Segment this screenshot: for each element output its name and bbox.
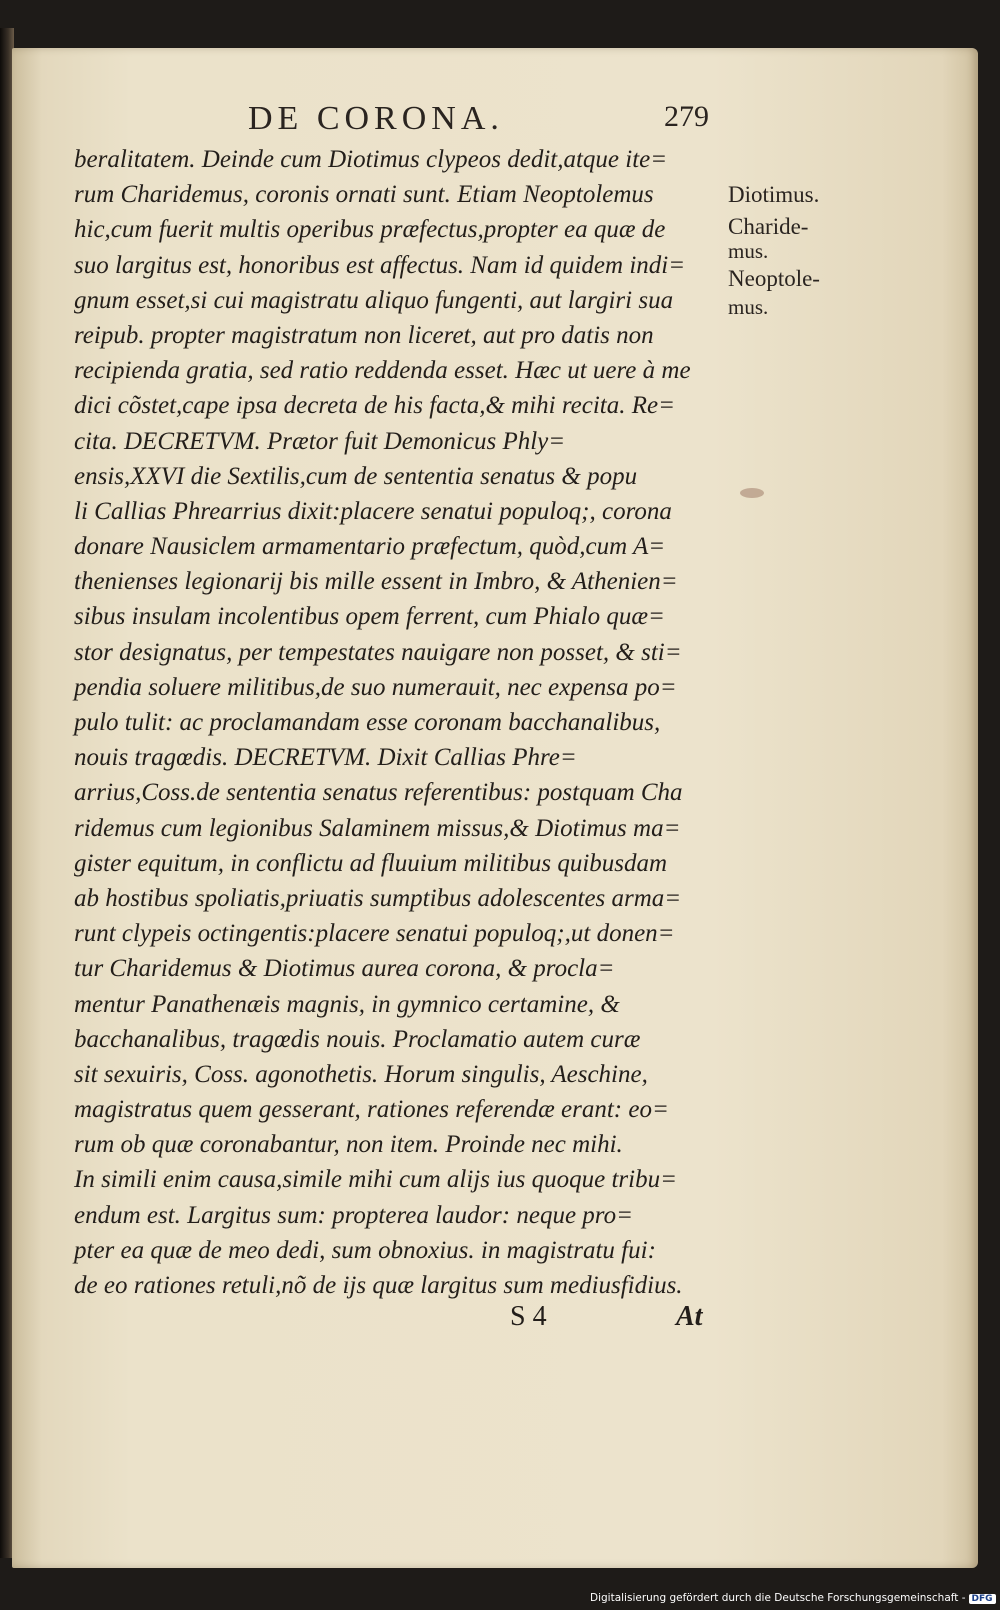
text-line: hic,cum fuerit multis operibus præfectus,propter ea quæ de xyxy=(74,216,666,244)
text-line: magistratus quem gesserant, rationes referendæ erant: eo= xyxy=(74,1096,669,1124)
text-line: cita. DECRETVM. Prætor fuit Demonicus Phly= xyxy=(74,427,566,455)
signature-mark: S 4 xyxy=(510,1301,547,1332)
text-line: suo largitus est, honoribus est affectus. Nam id quidem indi= xyxy=(74,251,686,279)
text-line: ridemus cum legionibus Salaminem missus,& Diotimus ma= xyxy=(74,814,681,842)
text-line: sibus insulam incolentibus opem ferrent, cum Phialo quæ= xyxy=(74,603,665,631)
ink-smear xyxy=(740,488,764,498)
margin-note-charidemus-1: Charide- xyxy=(728,214,809,239)
text-line: In simili enim causa,simile mihi cum alijs ius quoque tribu= xyxy=(74,1166,677,1194)
text-line: gister equitum, in conflictu ad fluuium militibus quibusdam xyxy=(74,849,668,877)
text-line: mentur Panathenæis magnis, in gymnico certamine, & xyxy=(74,990,620,1018)
text-line: bacchanalibus, tragœdis nouis. Proclamatio autem curæ xyxy=(74,1025,641,1053)
text-line: nouis tragœdis. DECRETVM. Dixit Callias Phre= xyxy=(74,744,577,772)
text-line: ab hostibus spoliatis,priuatis sumptibus adolescentes arma= xyxy=(74,884,682,912)
text-line: thenienses legionarij bis mille essent in Imbro, & Athenien= xyxy=(74,568,678,596)
margin-note-diotimus: Diotimus. xyxy=(728,182,820,207)
text-line: gnum esset,si cui magistratu aliquo fungenti, aut largiri sua xyxy=(74,286,674,314)
text-line: arrius,Coss.de sententia senatus referentibus: postquam Cha xyxy=(74,779,683,807)
text-line: pter ea quæ de meo dedi, sum obnoxius. in magistratu fui: xyxy=(74,1236,656,1264)
text-line: beralitatem. Deinde cum Diotimus clypeos dedit,atque ite= xyxy=(74,146,668,173)
text-line: tur Charidemus & Diotimus aurea corona, & procla= xyxy=(74,955,615,983)
text-line: li Callias Phrearrius dixit:placere senatui populoq;, corona xyxy=(74,497,672,525)
catchword: At xyxy=(676,1301,703,1332)
book-page xyxy=(12,48,978,1568)
margin-note-neoptolemus-1: Neoptole- xyxy=(728,266,820,291)
text-line: pulo tulit: ac proclamandam esse coronam bacchanalibus, xyxy=(74,709,661,736)
digitization-credit xyxy=(590,1592,998,1608)
text-line: recipienda gratia, sed ratio reddenda esset. Hæc ut uere à me xyxy=(74,357,691,385)
text-line: endum est. Largitus sum: propterea laudor: neque pro= xyxy=(74,1201,633,1229)
text-line: de eo rationes retuli,nõ de ijs quæ largitus sum mediusfidius. xyxy=(74,1272,683,1299)
text-line: sit sexuiris, Coss. agonothetis. Horum singulis, Aeschine, xyxy=(74,1060,648,1088)
page-number: 279 xyxy=(664,100,709,133)
text-line: rum ob quæ coronabantur, non item. Proinde nec mihi. xyxy=(74,1131,623,1159)
text-line: ensis,XXVI die Sextilis,cum de sententia senatus & popu xyxy=(74,462,638,490)
running-head: DE CORONA. xyxy=(248,100,504,137)
credit-text: Digitalisierung gefördert durch die Deutsche Forschungsgemeinschaft - xyxy=(590,1592,966,1604)
body-text xyxy=(74,142,714,1303)
text-line: reipub. propter magistratum non liceret, aut pro datis non xyxy=(74,321,654,349)
page-footer xyxy=(12,1301,978,1341)
text-line: stor designatus, per tempestates nauigare non posset, & sti= xyxy=(74,638,682,666)
dfg-logo: DFG xyxy=(969,1594,996,1604)
text-line: pendia soluere militibus,de suo numerauit, nec expensa po= xyxy=(74,673,677,701)
text-line: donare Nausiclem armamentario præfectum, quòd,cum A= xyxy=(74,533,666,561)
text-line: rum Charidemus, coronis ornati sunt. Etiam Neoptolemus xyxy=(74,181,654,209)
page-header xyxy=(12,100,978,146)
margin-note-neoptolemus-2: mus. xyxy=(728,295,769,319)
text-line: dici cõstet,cape ipsa decreta de his facta,& mihi recita. Re= xyxy=(74,392,675,420)
text-line: runt clypeis octingentis:placere senatui populoq;,ut donen= xyxy=(74,920,675,948)
margin-note-charidemus-2: mus. xyxy=(728,239,769,263)
